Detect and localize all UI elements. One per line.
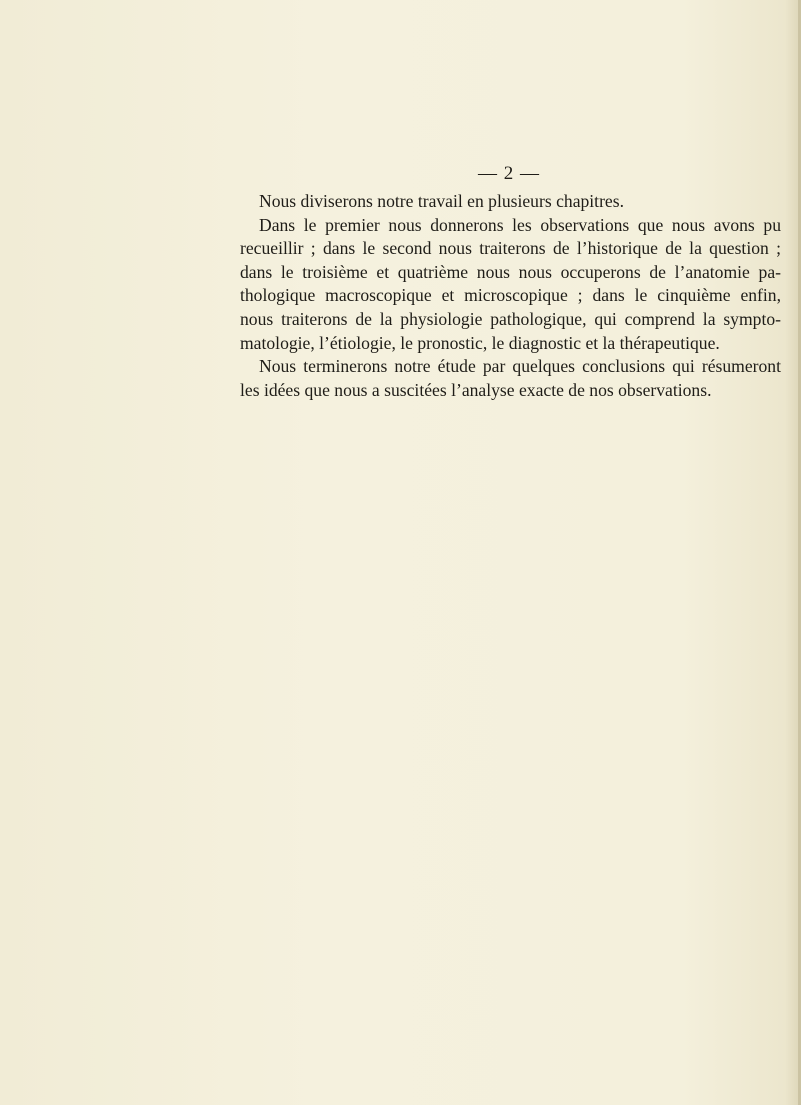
text-line: les idées que nous a suscitées l’analyse exacte de nos observations.	[240, 379, 712, 400]
text-line: matologie, l’étiologie, le pronostic, le diagnostic et la thérapeutique.	[240, 332, 720, 353]
text-line: Nous terminerons notre étude par quelques conclusions qui résumeront	[259, 356, 781, 377]
text-line: Dans le premier nous donnerons les observations que nous avons pu	[259, 214, 781, 235]
text-line: dans le troisième et quatrième nous nous occuperons de l’anatomie pa-	[240, 261, 781, 282]
text-line: Nous diviserons notre travail en plusieurs chapitres.	[259, 191, 624, 211]
body-text	[240, 190, 781, 402]
page-number: — 2 —	[478, 163, 540, 184]
text-line: recueillir ; dans le second nous traiterons de l’historique de la question ;	[240, 238, 781, 259]
text-line: nous traiterons de la physiologie pathologique, qui comprend la sympto-	[240, 308, 781, 329]
text-line: thologique macroscopique et microscopique ; dans le cinquième enfin,	[240, 285, 781, 306]
